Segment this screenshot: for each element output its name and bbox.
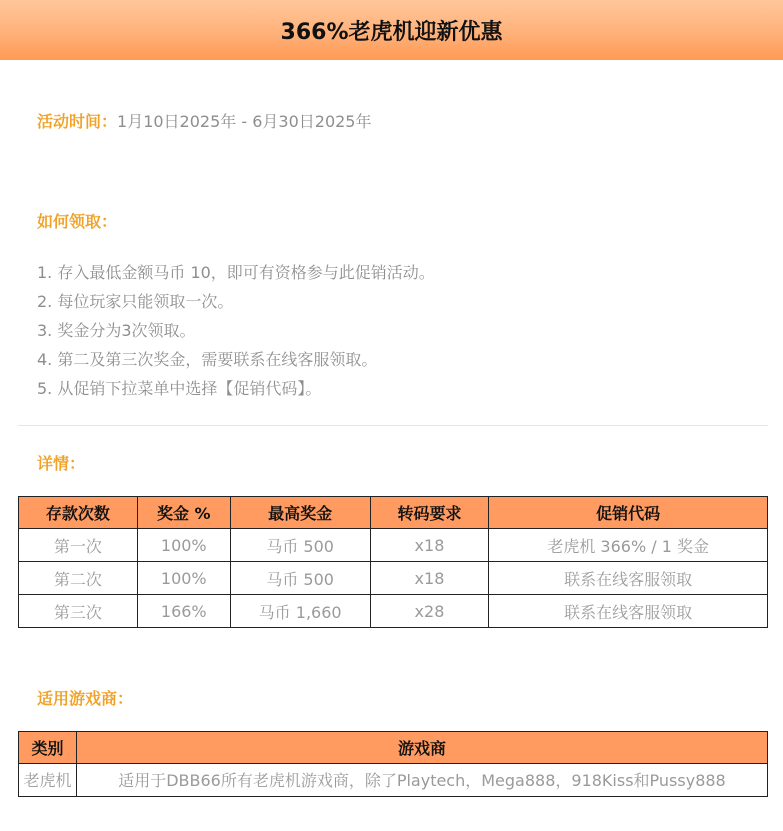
- howto-label: 如何领取：: [37, 212, 118, 231]
- howto-step: 1. 存入最低金额马币 10，即可有资格参与此促销活动。: [37, 263, 435, 282]
- header-deposit-count: 存款次数: [19, 497, 138, 529]
- cell-turnover: x28: [370, 595, 489, 628]
- header-turnover: 转码要求: [370, 497, 489, 529]
- details-header-row: [19, 497, 768, 529]
- cell-category: 老虎机: [19, 764, 77, 797]
- section-divider: [18, 425, 768, 426]
- details-label: 详情：: [37, 454, 86, 473]
- cell-promo-code: 联系在线客服领取: [489, 562, 768, 595]
- cell-max-bonus: 马币 500: [230, 562, 370, 595]
- howto-step: 5. 从促销下拉菜单中选择【促销代码】。: [37, 379, 322, 398]
- header-bonus-percent: 奖金 %: [137, 497, 230, 529]
- providers-header-row: [19, 732, 768, 764]
- header-category: 类别: [19, 732, 77, 764]
- cell-game-provider: 适用于DBB66所有老虎机游戏商，除了Playtech，Mega888，918Kiss和Pussy888: [76, 764, 767, 797]
- table-row: [19, 595, 768, 628]
- table-row: [19, 529, 768, 562]
- cell-promo-code: 联系在线客服领取: [489, 595, 768, 628]
- header-promo-code: 促销代码: [489, 497, 768, 529]
- promo-period: [37, 109, 371, 132]
- cell-bonus-percent: 100%: [137, 529, 230, 562]
- cell-max-bonus: 马币 500: [230, 529, 370, 562]
- table-row: [19, 764, 768, 797]
- providers-label: 适用游戏商：: [37, 689, 134, 708]
- page-header: [0, 0, 783, 60]
- providers-table: [18, 731, 768, 797]
- cell-turnover: x18: [370, 529, 489, 562]
- cell-deposit-count: 第三次: [19, 595, 138, 628]
- page-title: 366%老虎机迎新优惠: [280, 19, 503, 45]
- promo-period-value: 1月10日2025年 - 6月30日2025年: [117, 112, 372, 131]
- header-game-provider: 游戏商: [76, 732, 767, 764]
- howto-step: 2. 每位玩家只能领取一次。: [37, 292, 234, 311]
- howto-steps: [37, 258, 435, 403]
- details-table: [18, 496, 768, 628]
- howto-step: 4. 第二及第三次奖金，需要联系在线客服领取。: [37, 350, 378, 369]
- howto-step: 3. 奖金分为3次领取。: [37, 321, 196, 340]
- cell-max-bonus: 马币 1,660: [230, 595, 370, 628]
- header-max-bonus: 最高奖金: [230, 497, 370, 529]
- cell-bonus-percent: 166%: [137, 595, 230, 628]
- cell-deposit-count: 第一次: [19, 529, 138, 562]
- cell-promo-code: 老虎机 366% / 1 奖金: [489, 529, 768, 562]
- promo-period-label: 活动时间：: [37, 112, 118, 131]
- table-row: [19, 562, 768, 595]
- cell-bonus-percent: 100%: [137, 562, 230, 595]
- cell-deposit-count: 第二次: [19, 562, 138, 595]
- cell-turnover: x18: [370, 562, 489, 595]
